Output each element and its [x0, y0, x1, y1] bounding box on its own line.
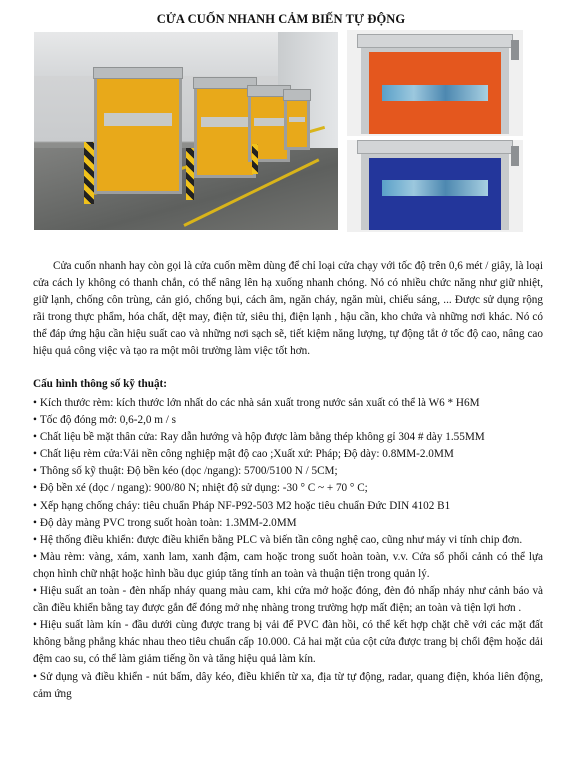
bullet-icon: •	[33, 414, 37, 427]
spec-item: • Hệ thống điều khiển: được điều khiển bằng PLC và biến tần công nghệ cao, cũng như máy vi tính chip đơn.	[33, 533, 523, 546]
spec-item: • Kích thước rèm: kích thước lớn nhất do các nhà sản xuất trong nước sản xuất có thể là W6 * H6M	[33, 397, 480, 409]
spec-item: • Độ bền xé (dọc / ngang): 900/80 N; nhiệt độ sử dụng: -30 ° C ~ + 70 ° C;	[33, 482, 368, 495]
spec-item: • Độ dày màng PVC trong suốt hoàn toàn: 1.3MM-2.0MM	[33, 516, 297, 529]
spec-item: • Chất liệu rèm cửa:Vải nền công nghiệp mật độ cao ;Xuất xứ: Pháp; Độ dày: 0.8MM-2.0MM	[33, 448, 454, 461]
page-title: CỬA CUỐN NHANH CẢM BIẾN TỰ ĐỘNG	[156, 12, 406, 26]
bullet-icon: •	[33, 533, 37, 546]
spec-item: • Sử dụng và điều khiển - nút bấm, dây kéo, điều khiển từ xa, địa từ tự động, radar, quang điện, khóa liên động, cảm ứng	[33, 670, 543, 700]
bullet-icon: •	[33, 550, 37, 563]
spec-list	[33, 395, 543, 703]
bullet-icon: •	[33, 431, 37, 444]
bullet-icon: •	[33, 585, 37, 598]
spec-item: • Chất liệu bề mặt thân cửa: Ray dẫn hướng và hộp được làm bằng thép không gỉ 304 # dày 1.55MM	[33, 431, 485, 444]
spec-item: • Màu rèm: vàng, xám, xanh lam, xanh đậm, cam hoặc trong suốt hoàn toàn, v.v. Cửa sổ phối cảnh có thể lựa chọn hình chữ nhật hoặc hình bầu dục giúp tăng tính an toàn và thuận tiện trong quản lý.	[33, 550, 543, 580]
orange-curtain	[369, 52, 501, 134]
bullet-icon: •	[33, 397, 37, 409]
bullet-icon: •	[33, 499, 37, 512]
spec-item: • Hiệu suất làm kín - đầu dưới cùng được trang bị vải để PVC đàn hồi, có thể kết hợp chặt chẽ với các mặt đất không bằng phẳng khác nhau theo tiêu chuẩn cấp 10.000. Cả hai mặt của cột cửa được trang bị chổi đệm hoặc dải đệm cao su, có thể làm giảm tiếng ồn và tăng hiệu quả làm kín.	[33, 619, 543, 666]
spec-item: • Tốc độ đóng mở: 0,6-2,0 m / s	[33, 414, 177, 427]
spec-item: • Xếp hạng chống cháy: tiêu chuẩn Pháp NF-P92-503 M2 hoặc tiêu chuẩn Đức DIN 4102 B1	[33, 499, 451, 512]
blue-curtain	[369, 158, 501, 230]
bullet-icon: •	[33, 465, 37, 478]
blue-door-photo	[347, 140, 523, 232]
bullet-icon: •	[33, 619, 37, 632]
bullet-icon: •	[33, 516, 37, 529]
bullet-icon: •	[33, 670, 37, 683]
bullet-icon: •	[33, 482, 37, 495]
intro-paragraph: Cửa cuốn nhanh hay còn gọi là cửa cuốn mềm dùng để chỉ loại cửa chạy với tốc độ trên 0,6 mét / giây, là loại cửa cách ly không có thanh chắn, có thể nâng lên hạ xuống nhanh chóng. Nó có nhiều chức năng như giữ nhiệt, giữ lạnh, chống côn trùng, cản gió, chống bụi, cách âm, ngăn cháy, ngăn mùi, chiếu sáng, ... Được sử dụng rộng rãi trong thực phẩm, hóa chất, dệt may, điện tử, siêu thị, điện lạnh , hậu cần, kho chứa và những nơi khác. Nó có thể đáp ứng hậu cần hiệu suất cao và những nơi sạch sẽ, tiết kiệm năng lượng, tự động tắt ở tốc độ cao, nâng cao hiệu quả công việc và tạo ra một môi trường làm việc tốt hơn.	[33, 260, 543, 358]
orange-door-photo	[347, 30, 523, 136]
spec-item: • Hiệu suất an toàn - đèn nhấp nháy quang màu cam, khi cửa mở hoặc đóng, đèn đỏ nhấp nháy như cảnh báo và cần điều khiển bằng tay được gắn để đóng mở nhẹ nhàng trong trường hợp mất điện; an toàn và tiện lợi hơn .	[33, 585, 543, 615]
spec-heading: Cấu hình thông số kỹ thuật:	[33, 378, 167, 390]
corridor-yellow-doors-photo	[34, 32, 338, 230]
spec-item: • Thông số kỹ thuật: Độ bền kéo (dọc /ngang): 5700/5100 N / 5CM;	[33, 465, 338, 478]
bullet-icon: •	[33, 448, 37, 461]
